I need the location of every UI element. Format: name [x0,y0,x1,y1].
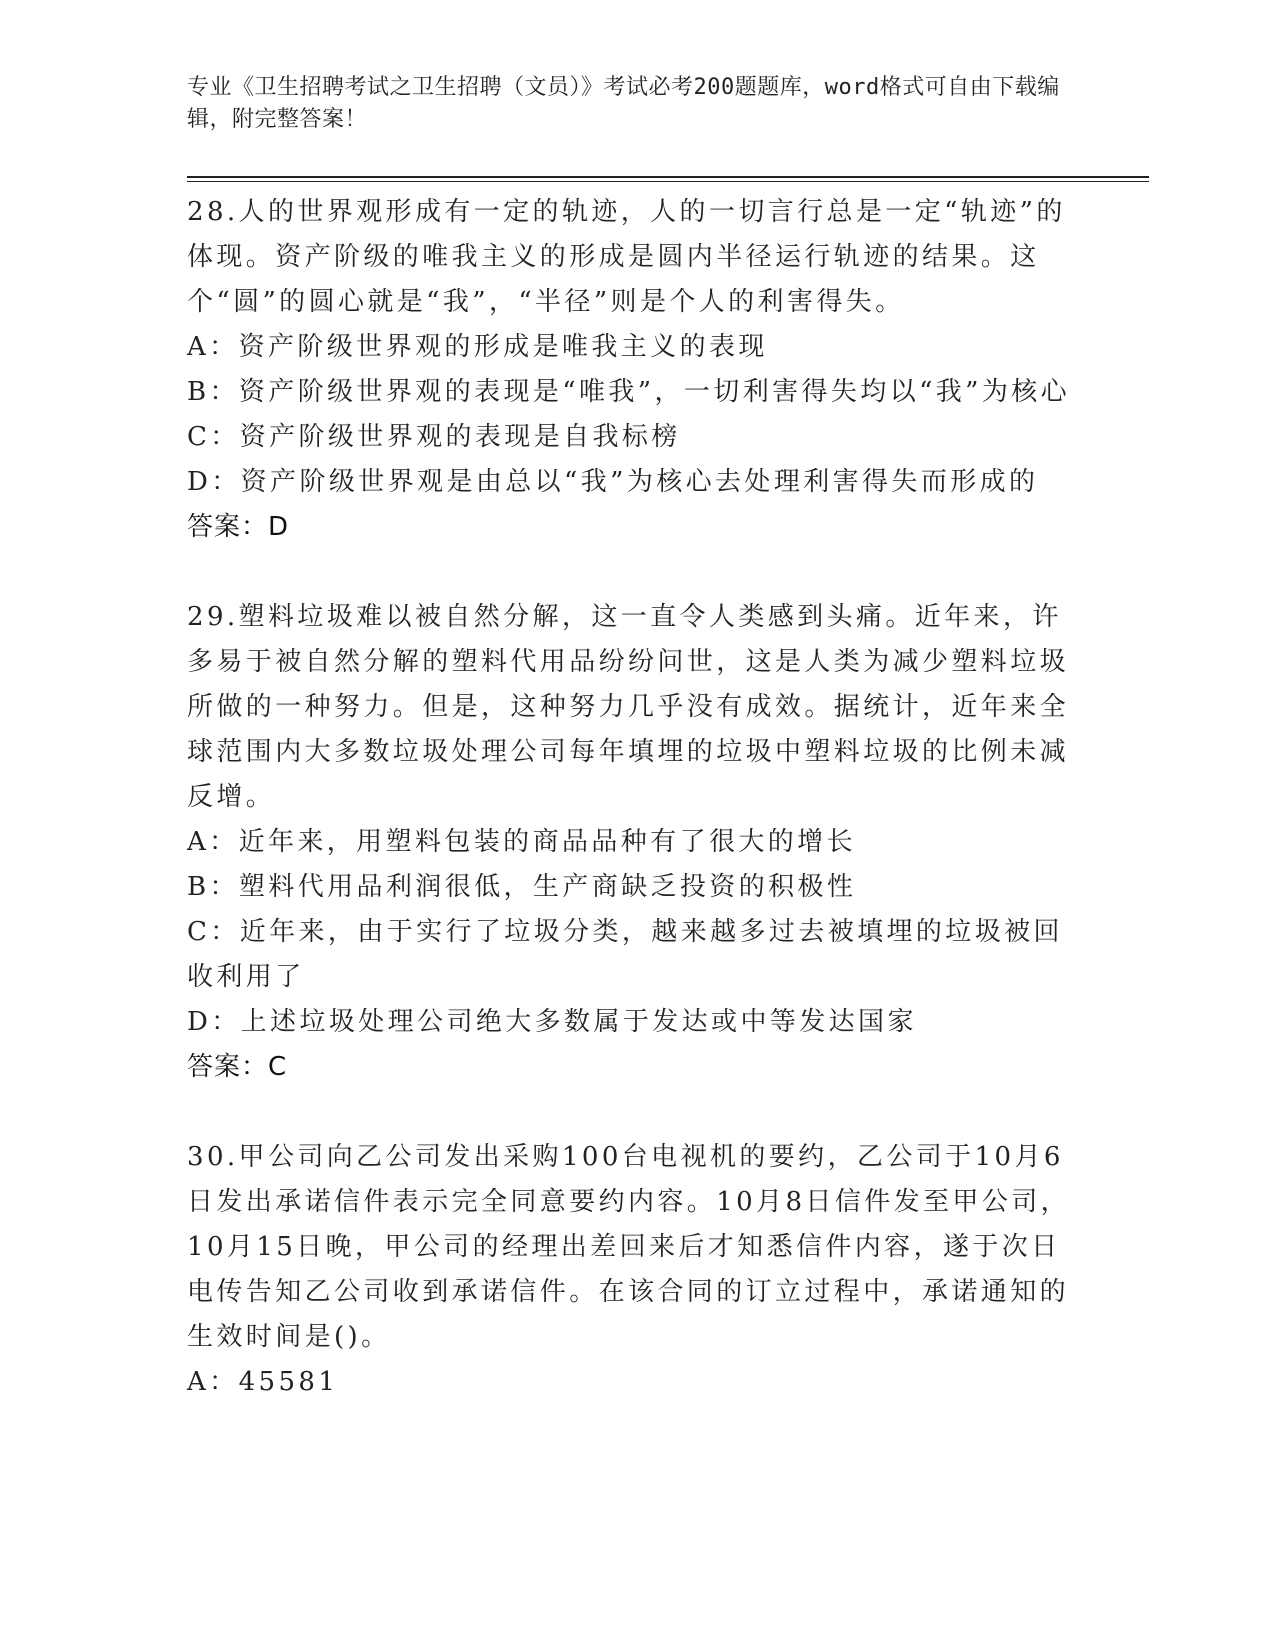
option-b: B：资产阶级世界观的表现是“唯我”，一切利害得失均以“我”为核心 [187,377,1071,407]
question-stem: 29.塑料垃圾难以被自然分解，这一直令人类感到头痛。近年来，许多易于被自然分解的塑料代用品纷纷问世，这是人类为减少塑料垃圾所做的一种努力。但是，这种努力几乎没有成效。据统计，近年来全球范围内大多数垃圾处理公司每年填埋的垃圾中塑料垃圾的比例未减反增。 [187,602,1070,812]
header-divider-thin [187,181,1149,182]
question-stem: 28.人的世界观形成有一定的轨迹，人的一切言行总是一定“轨迹”的体现。资产阶级的唯我主义的形成是圆内半径运行轨迹的结果。这个“圆”的圆心就是“我”，“半径”则是个人的利害得失。 [187,197,1066,317]
question-stem: 30.甲公司向乙公司发出采购100台电视机的要约，乙公司于10月6日发出承诺信件表示完全同意要约内容。10月8日信件发至甲公司，10月15日晚，甲公司的经理出差回来后才知悉信件内容，遂于次日电传告知乙公司收到承诺信件。在该合同的订立过程中，承诺通知的生效时间是()。 [187,1142,1071,1352]
option-d: D：资产阶级世界观是由总以“我”为核心去处理利害得失而形成的 [187,467,1039,497]
option-c: C：资产阶级世界观的表现是自我标榜 [187,422,681,452]
option-d: D：上述垃圾处理公司绝大多数属于发达或中等发达国家 [187,1007,917,1037]
question-30 [187,1135,1087,1405]
answer-line: 答案：C [187,1052,288,1082]
option-a: A：资产阶级世界观的形成是唯我主义的表现 [187,332,768,362]
question-spacer [187,1090,1087,1135]
header-divider-thick [187,176,1149,178]
question-spacer [187,550,1087,595]
option-a: A：45581 [187,1367,339,1397]
option-b: B：塑料代用品利润很低，生产商缺乏投资的积极性 [187,872,857,902]
question-29 [187,595,1087,1090]
question-list [187,190,1087,1405]
question-28 [187,190,1087,550]
option-c: C：近年来，由于实行了垃圾分类，越来越多过去被填埋的垃圾被回收利用了 [187,917,1063,992]
document-header: 专业《卫生招聘考试之卫生招聘（文员）》考试必考200题题库，word格式可自由下载编辑，附完整答案！ [187,75,1060,132]
answer-line: 答案：D [187,512,290,542]
option-a: A：近年来，用塑料包装的商品品种有了很大的增长 [187,827,856,857]
